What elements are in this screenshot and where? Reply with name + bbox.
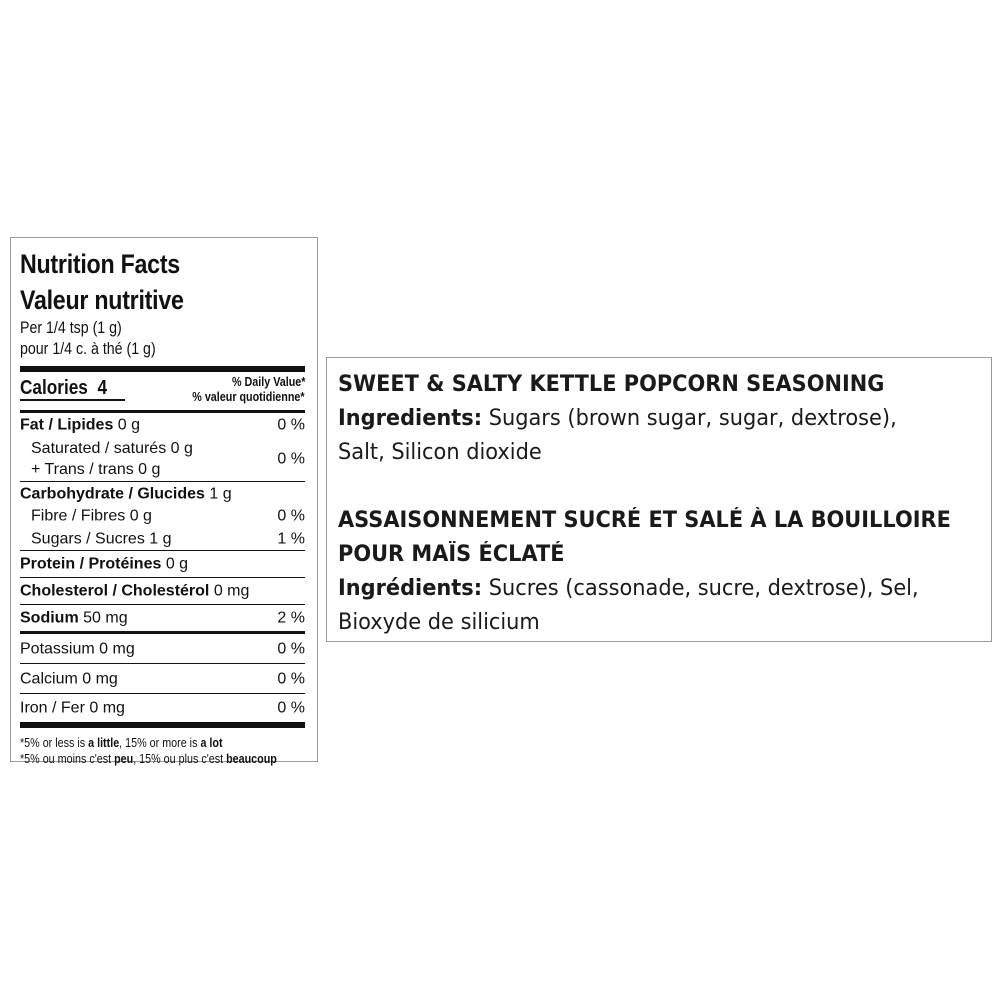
divider-thick bbox=[20, 722, 305, 728]
footnote-en: *5% or less is a little, 15% or more is a lot bbox=[20, 736, 223, 750]
footnote bbox=[20, 735, 305, 767]
fat-row: Fat / Lipides 0 g 0 % bbox=[20, 416, 305, 433]
iron-dv: 0 % bbox=[277, 699, 305, 717]
sugars-row: Sugars / Sucres 1 g 1 % bbox=[31, 530, 305, 547]
calories-row bbox=[20, 372, 305, 410]
calcium-dv: 0 % bbox=[277, 670, 305, 687]
ingredients-fr: Ingrédients: Sucres (cassonade, sucre, dextrose), Sel, bbox=[338, 576, 919, 601]
sugars-dv: 1 % bbox=[277, 530, 305, 547]
calories-underline bbox=[20, 399, 125, 401]
calcium-row: Calcium 0 mg 0 % bbox=[20, 670, 305, 687]
protein-row: Protein / Protéines 0 g bbox=[20, 555, 189, 573]
daily-value-header: % Daily Value* % valeur quotidienne* bbox=[192, 375, 305, 404]
iron-row: Iron / Fer 0 mg 0 % bbox=[20, 699, 305, 717]
sodium-dv: 2 % bbox=[277, 609, 305, 627]
nutrition-title-en: Nutrition Facts bbox=[20, 249, 180, 279]
product-title-fr: ASSAISONNEMENT SUCRÉ ET SALÉ À LA BOUILLOIRE bbox=[338, 508, 951, 533]
footnote-fr: *5% ou moins c'est peu, 15% ou plus c'est beaucoup bbox=[20, 752, 277, 766]
product-title-fr-cont: POUR MAÏS ÉCLATÉ bbox=[338, 542, 565, 567]
potassium-row: Potassium 0 mg 0 % bbox=[20, 640, 305, 657]
sodium-row: Sodium 50 mg 2 % bbox=[20, 609, 305, 627]
nutrition-title-fr: Valeur nutritive bbox=[20, 285, 184, 315]
calories-value: 4 bbox=[97, 377, 108, 399]
saturated-trans-row: Saturated / saturés 0 g + Trans / trans 0 g 0 % bbox=[31, 439, 305, 478]
ingredients-panel bbox=[326, 357, 992, 642]
serving-size-fr: pour 1/4 c. à thé (1 g) bbox=[20, 340, 156, 358]
fibre-dv: 0 % bbox=[277, 507, 305, 525]
saturated-trans-dv: 0 % bbox=[277, 450, 305, 467]
ingredients-fr-cont: Bioxyde de silicium bbox=[338, 610, 540, 635]
serving-size-en: Per 1/4 tsp (1 g) bbox=[20, 319, 122, 337]
cholesterol-row: Cholesterol / Cholestérol 0 mg bbox=[20, 582, 250, 600]
calories-label: Calories bbox=[20, 377, 88, 399]
potassium-dv: 0 % bbox=[277, 640, 305, 657]
fat-dv: 0 % bbox=[277, 416, 305, 433]
fibre-row: Fibre / Fibres 0 g 0 % bbox=[31, 507, 305, 525]
nutrition-facts-panel bbox=[10, 237, 318, 766]
ingredients-en: Ingredients: Sugars (brown sugar, sugar, dextrose), bbox=[338, 406, 897, 431]
carbohydrate-row: Carbohydrate / Glucides 1 g bbox=[20, 485, 232, 502]
ingredients-en-cont: Salt, Silicon dioxide bbox=[338, 440, 542, 465]
product-title-en: SWEET & SALTY KETTLE POPCORN SEASONING bbox=[338, 372, 885, 397]
